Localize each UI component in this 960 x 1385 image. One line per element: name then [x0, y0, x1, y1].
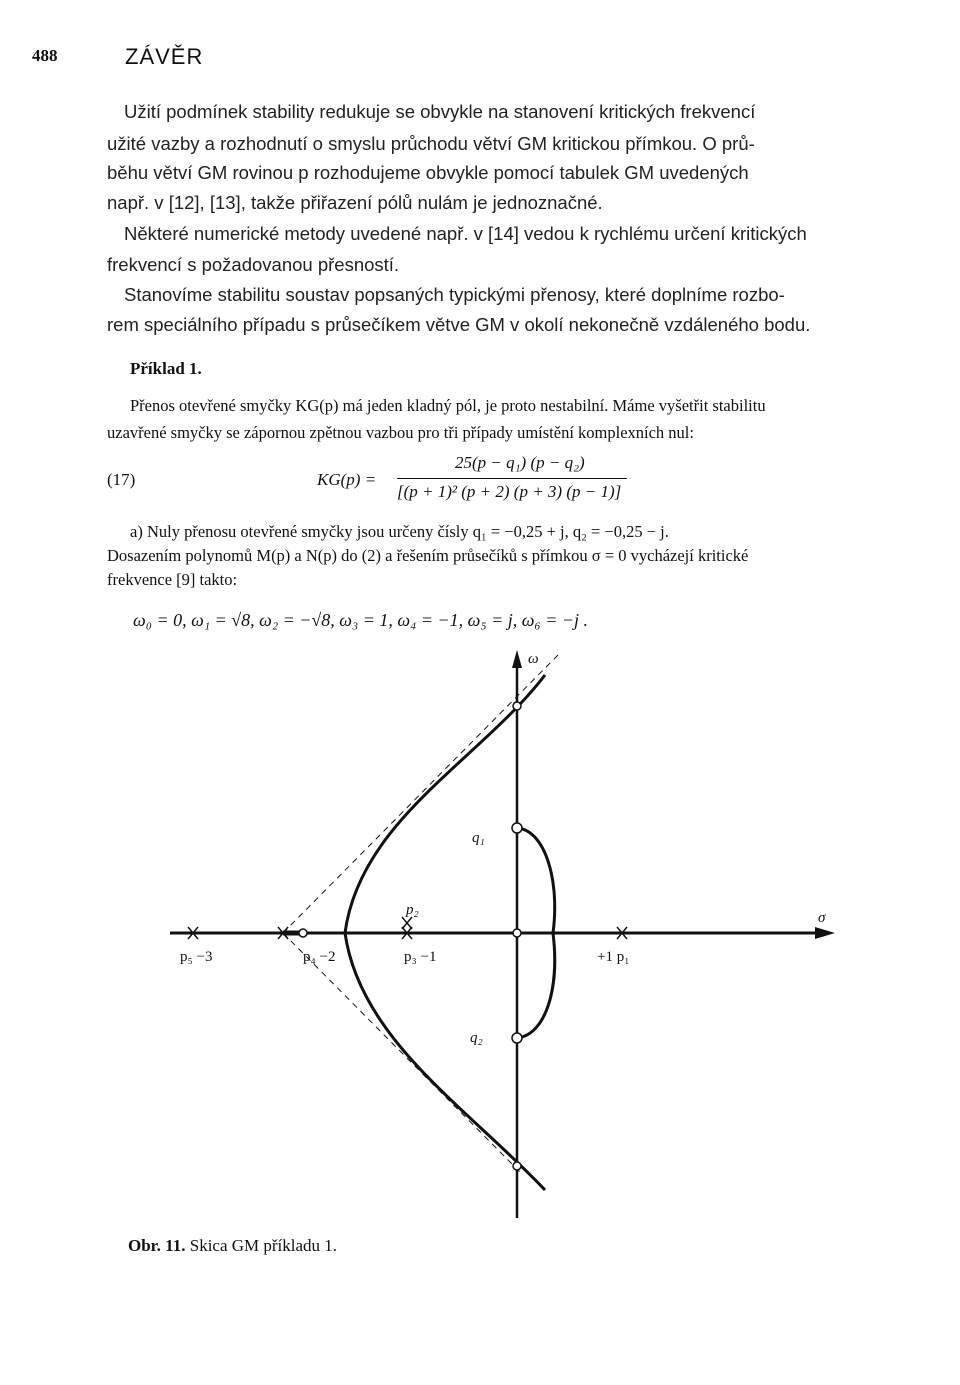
intro-line: běhu větví GM rovinou p rozhodujeme obvykle pomocí tabulek GM uvedených	[107, 162, 749, 183]
intro-line: rem speciálního případu s průsečíkem větve GM v okolí nekonečně vzdáleného bodu.	[107, 314, 811, 335]
p3-label: p₃ −1	[404, 949, 437, 965]
p1-label: +1 p₁	[597, 949, 630, 965]
sigma-arrow	[815, 927, 835, 939]
q1-label: q₁	[472, 830, 485, 846]
p5-label: p₅ −3	[180, 949, 213, 965]
crossing-marker	[513, 1162, 521, 1170]
breakaway-marker	[299, 929, 307, 937]
caption-text: Skica GM příkladu 1.	[185, 1236, 338, 1255]
case-line: Dosazením polynomů M(p) a N(p) do (2) a řešením průsečíků s přímkou σ = 0 vycházejí kritické	[107, 546, 749, 565]
zero-q2-marker	[512, 1033, 522, 1043]
equation-number: (17)	[107, 470, 136, 489]
caption-prefix: Obr. 11.	[128, 1236, 186, 1255]
sigma-axis-label: σ	[818, 910, 826, 926]
example-heading: Příklad 1.	[130, 359, 202, 378]
equation-numerator: 25(p − q₁) (p − q₂)	[455, 453, 585, 472]
asymptote-lower	[283, 933, 520, 1172]
zero-q1-marker	[512, 823, 522, 833]
crossing-marker	[513, 702, 521, 710]
example-line: Přenos otevřené smyčky KG(p) má jeden kladný pól, je proto nestabilní. Máme vyšetřit stabilitu	[130, 396, 766, 415]
origin-marker	[513, 929, 521, 937]
figure-caption	[128, 1236, 337, 1256]
equation-lhs: KG(p) =	[317, 470, 377, 489]
intro-line: Užití podmínek stability redukuje se obvykle na stanovení kritických frekvencí	[124, 101, 756, 122]
q2-label: q₂	[470, 1030, 483, 1046]
case-line: a) Nuly přenosu otevřené smyčky jsou určeny čísly q₁ = −0,25 + j, q₂ = −0,25 − j.	[130, 522, 669, 541]
p4-label: p₄ −2	[303, 949, 336, 965]
case-line: frekvence [9] takto:	[107, 570, 238, 589]
pole-p2-marker	[402, 917, 412, 929]
intro-line: užité vazby a rozhodnutí o smyslu průchodu větví GM kritickou přímkou. O prů-	[107, 133, 755, 154]
omega-arrow	[512, 650, 522, 668]
page-number: 488	[32, 46, 58, 65]
p2-label: p₂	[406, 902, 419, 918]
intro-line: např. v [12], [13], takže přiřazení pólů nulám je jednoznačné.	[107, 192, 603, 213]
critical-frequencies: ω₀ = 0, ω₁ = √8, ω₂ = −√8, ω₃ = 1, ω₄ = −1, ω₅ = j, ω₆ = −j .	[133, 610, 588, 630]
chapter-title: ZÁVĚR	[125, 44, 204, 69]
equation-denominator: [(p + 1)² (p + 2) (p + 3) (p − 1)]	[397, 482, 622, 501]
example-line: uzavřené smyčky se zápornou zpětnou vazbou pro tři případy umístění komplexních nul:	[107, 423, 694, 442]
intro-line: frekvencí s požadovanou přesností.	[107, 254, 400, 275]
omega-axis-label: ω	[528, 651, 539, 667]
intro-line: Některé numerické metody uvedené např. v [14] vedou k rychlému určení kritických	[124, 223, 807, 244]
intro-line: Stanovíme stabilitu soustav popsaných typickými přenosy, které doplníme rozbo-	[124, 284, 785, 305]
